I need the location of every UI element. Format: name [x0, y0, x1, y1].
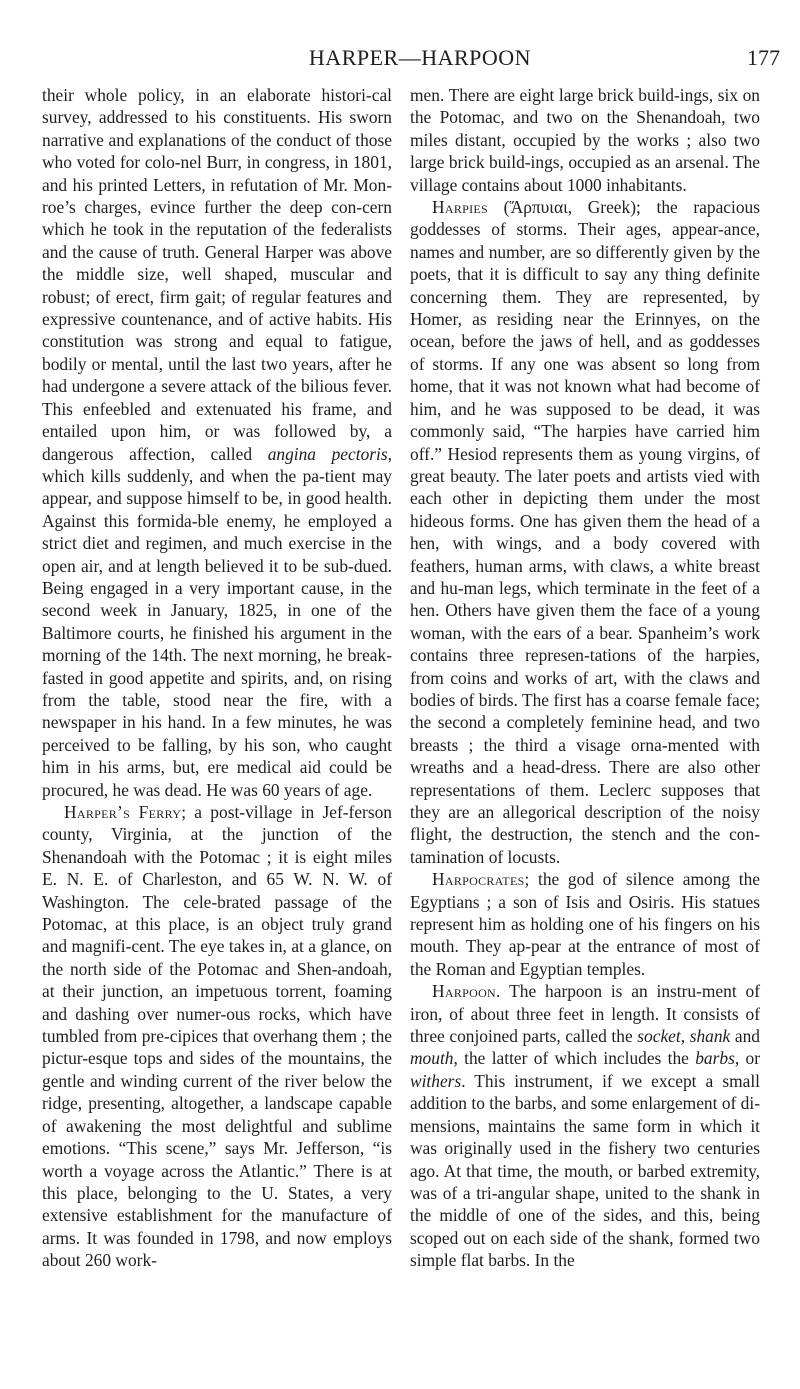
- entry-harpoon: [410, 980, 760, 1271]
- running-head: [60, 44, 780, 76]
- entry-text: , or: [734, 1048, 760, 1069]
- greek-etymology: (Ἅρπυιαι, Greek): [503, 197, 637, 218]
- entry-headword: Harper’s Ferry: [64, 802, 182, 822]
- page-number: 177: [747, 45, 780, 70]
- left-column: [42, 84, 392, 1272]
- entry-text: The harpoon is an instru-ment of iron, of about three feet in length. It consists of three conjoined parts, called the: [410, 981, 760, 1047]
- paragraph-continuation: [410, 84, 760, 196]
- entry-headword: Harpies: [432, 197, 489, 218]
- running-title: HARPER—HARPOON: [308, 45, 532, 70]
- entry-harpies: [410, 196, 760, 868]
- italic-term: barbs: [695, 1048, 735, 1069]
- entry-headword: Harpoon.: [432, 981, 501, 1002]
- entry-headword: Harpocrates: [432, 869, 525, 890]
- paragraph-text: men. There are eight large brick build-ings, six on the Potomac, and two on the Shenandoah, two miles distant, occupied by the works ; also two large brick build-ings, occupied as an arsenal. The village contains about 1000 inhabitants.: [410, 85, 760, 195]
- italic-term: withers: [410, 1070, 462, 1091]
- italic-term: shank: [689, 1026, 731, 1047]
- italic-term: socket: [637, 1026, 681, 1047]
- entry-text: ; a post-village in Jef-ferson county, Virginia, at the junction of the Shenandoah with the Potomac ; it is eight miles E. N. E. of Charleston, and 65 W. N. W. of Washington. The cele-brated passage of the Potomac, at this place, is an object truly grand and magnifi-cent. The eye takes in, at a glance, on the north side of the Potomac and Shen-andoah, at their junction, an impetuous torrent, foaming and dashing over numer-ous rocks, which have tumbled from pre-cipices that overhang them ; the pictur-esque tops and sides of the mountains, the gentle and winding current of the river below the ridge, presenting, altogether, a landscape capable of awakening the most delightful and sublime emotions. “This scene,” says Mr. Jefferson, “is worth a voyage across the Atlantic.” There is at this place, belonging to the U. States, a very extensive establishment for the manufacture of arms. It was founded in 1798, and now employs about 260 work-: [42, 802, 393, 1271]
- entry-text: ; the god of silence among the Egyptians ; a son of Isis and Osiris. His statues represent him as holding one of his fingers on his mouth. They ap-pear at the entrance of most of the Roman and Egyptian temples.: [410, 869, 760, 979]
- entry-harpocrates: [410, 868, 760, 980]
- entry-text: ; the rapacious goddesses of storms. Their ages, appear-ance, names and number, are so differently given by the poets, that it is difficult to say any thing definite concerning them. They are represented, by Homer, as residing near the Erinnyes, on the ocean, before the jaws of hell, and as goddesses of storms. If any one was absent so long from home, that it was not known what had become of him, and he was supposed to be dead, it was commonly said, “The harpies have carried him off.” Hesiod represents them as young virgins, of great beauty. The later poets and artists vied with each other in depicting them under the most hideous forms. One has given them the head of a hen, with wings, and a body covered with feathers, human arms, with claws, a white breast and hu-man legs, which terminate in the feet of a hen. Others have given them the face of a young woman, with the ears of a bear. Spanheim’s work contains three represen-tations of the harpies, from coins and works of art, with the claws and bodies of birds. The first has a coarse female face; the second a completely feminine head, and two breasts ; the third a visage orna-mented with wreaths and a head-dress. There are also other representations of them. Leclerc supposes that they are an allegorical description of the noisy flight, the destruction, the stench and the con-tamination of locusts.: [410, 197, 760, 867]
- paragraph-text: , which kills suddenly, and when the pa-tient may appear, and suppose himself to be, in good health. Against this formida-ble enemy, he employed a strict diet and regimen, and much exercise in the open air, and at length believed it to be sub-dued. Being engaged in a very important cause, in the second week in January, 1825, in one of the Baltimore courts, he finished his argument in the morning of the 14th. The next morning, he break-fasted in good appetite and spirits, and, on rising from the table, stood near the fire, with a newspaper in his hand. In a few minutes, he was perceived to be falling, by his son, who caught him in his arms, but, ere medical aid could be procured, he was dead. He was 60 years of age.: [42, 443, 393, 800]
- italic-term: mouth: [410, 1048, 454, 1069]
- right-column: [410, 84, 760, 1272]
- entry-harpers-ferry: [42, 801, 392, 1272]
- entry-text: . This instrument, if we except a small addition to the barbs, and some enlargement of di-mensions, maintains the same form in which it was originally used in the fishery two centuries ago. At that time, the mouth, or barbed extremity, was of a tri-angular shape, united to the shank in the middle of one of the sides, and this, being scoped out on each side of the shank, formed two simple flat barbs. In the: [410, 1070, 760, 1271]
- entry-text: , the latter of which includes the: [453, 1048, 696, 1069]
- italic-term: angina pectoris: [267, 443, 388, 464]
- paragraph-harper-biography: [42, 84, 392, 801]
- entry-text: and: [730, 1026, 760, 1047]
- entry-text: ,: [680, 1026, 690, 1047]
- paragraph-text: their whole policy, in an elaborate histori-cal survey, addressed to his constituents. His sworn narrative and explanations of the conduct of those who voted for colo-nel Burr, in congress, in 1801, and his printed Letters, in refutation of Mr. Mon-roe’s charges, evince further the deep con-cern which he took in the reputation of the federalists and the cause of truth. General Harper was above the middle size, well shaped, muscular and robust; of erect, firm gait; of regular features and expressive countenance, and of active habits. His constitution was strong and equal to fatigue, bodily or mental, until the last two years, after he had undergone a severe attack of the bilious fever. This enfeebled and extenuated his frame, and entailed upon him, or was followed by, a dangerous affection, called: [42, 85, 392, 464]
